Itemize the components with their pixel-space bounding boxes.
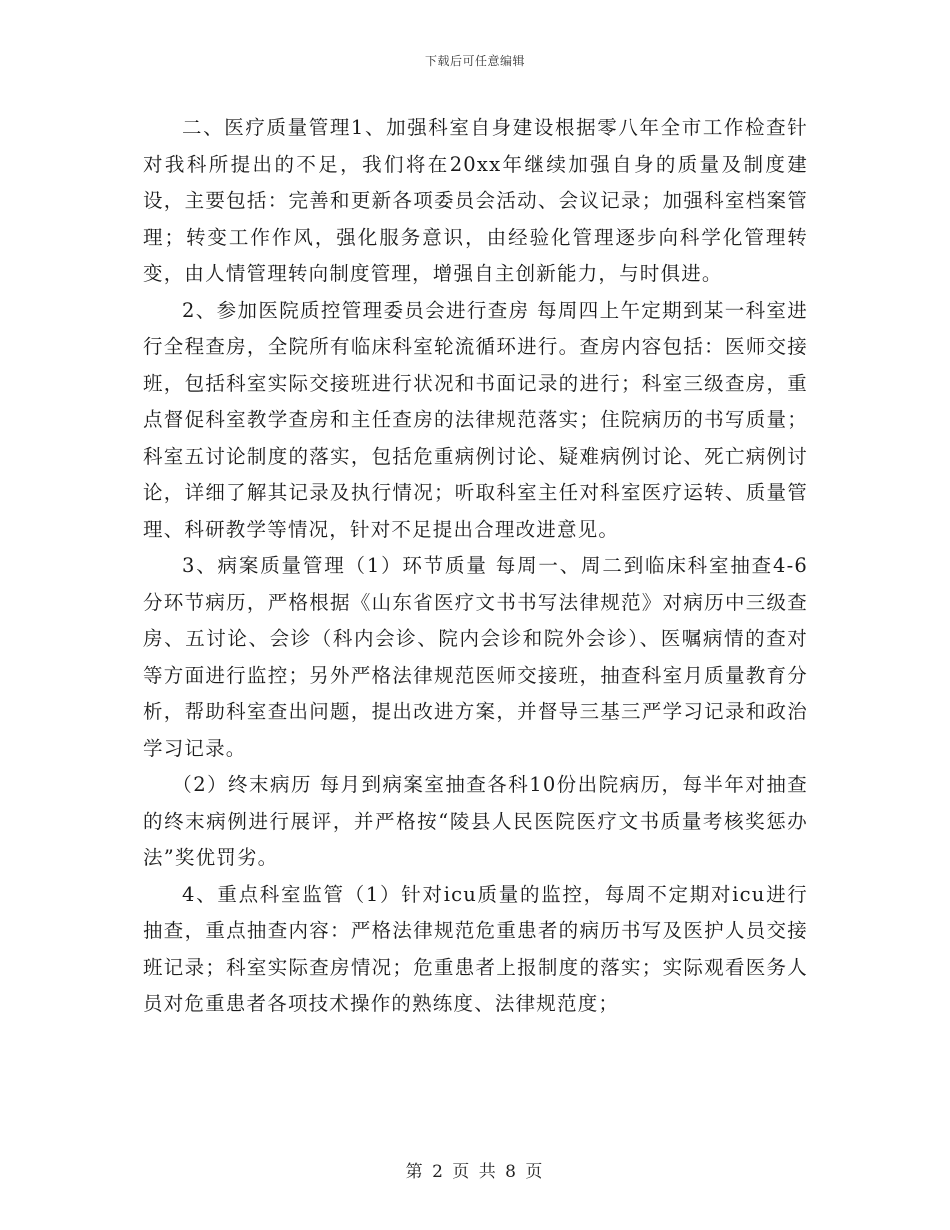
paragraph-ward-round-inspection: 2、参加医院质控管理委员会进行查房 每周四上午定期到某一科室进行全程查房，全院所有临床科室轮流循环进行。查房内容包括：医师交接班，包括科室实际交接班进行状况和书面记录的进行；科室三级查房，重点督促科室教学查房和主任查房的法律规范落实；住院病历的书写质量；科室五讨论制度的落实，包括危重病例讨论、疑难病例讨论、死亡病例讨论，详细了解其记录及执行情况；听取科室主任对科室医疗运转、质量管理、科研教学等情况，针对不足提出合理改进意见。	[143, 298, 808, 541]
paragraph-medical-quality-management: 二、医疗质量管理1、加强科室自身建设根据零八年全市工作检查针对我科所提出的不足，我们将在20xx年继续加强自身的质量及制度建设，主要包括：完善和更新各项委员会活动、会议记录；加强科室档案管理；转变工作作风，强化服务意识，由经验化管理逐步向科学化管理转变，由人情管理转向制度管理，增强自主创新能力，与时俱进。	[143, 116, 808, 285]
page-footer-page-number: 第 2 页 共 8 页	[405, 1162, 545, 1182]
page-header: 下载后可任意编辑	[424, 54, 525, 68]
document-body	[143, 110, 808, 1023]
paragraph-case-record-quality: 3、病案质量管理（1）环节质量 每周一、周二到临床科室抽查4-6分环节病历，严格根据《山东省医疗文书书写法律规范》对病历中三级查房、五讨论、会诊（科内会诊、院内会诊和院外会诊）、医嘱病情的查对等方面进行监控；另外严格法律规范医师交接班，抽查科室月质量教育分析，帮助科室查出问题，提出改进方案，并督导三基三严学习记录和政治学习记录。	[143, 554, 808, 760]
paragraph-key-department-supervision: 4、重点科室监管（1）针对icu质量的监控，每周不定期对icu进行抽查，重点抽查内容：严格法律规范危重患者的病历书写及医护人员交接班记录；科室实际查房情况；危重患者上报制度的落实；实际观看医务人员对危重患者各项技术操作的熟练度、法律规范度；	[143, 882, 808, 1015]
paragraph-final-case-records: （2）终末病历 每月到病案室抽查各科10份出院病历，每半年对抽查的终末病例进行展评，并严格按“陵县人民医院医疗文书质量考核奖惩办法”奖优罚劣。	[143, 773, 808, 869]
